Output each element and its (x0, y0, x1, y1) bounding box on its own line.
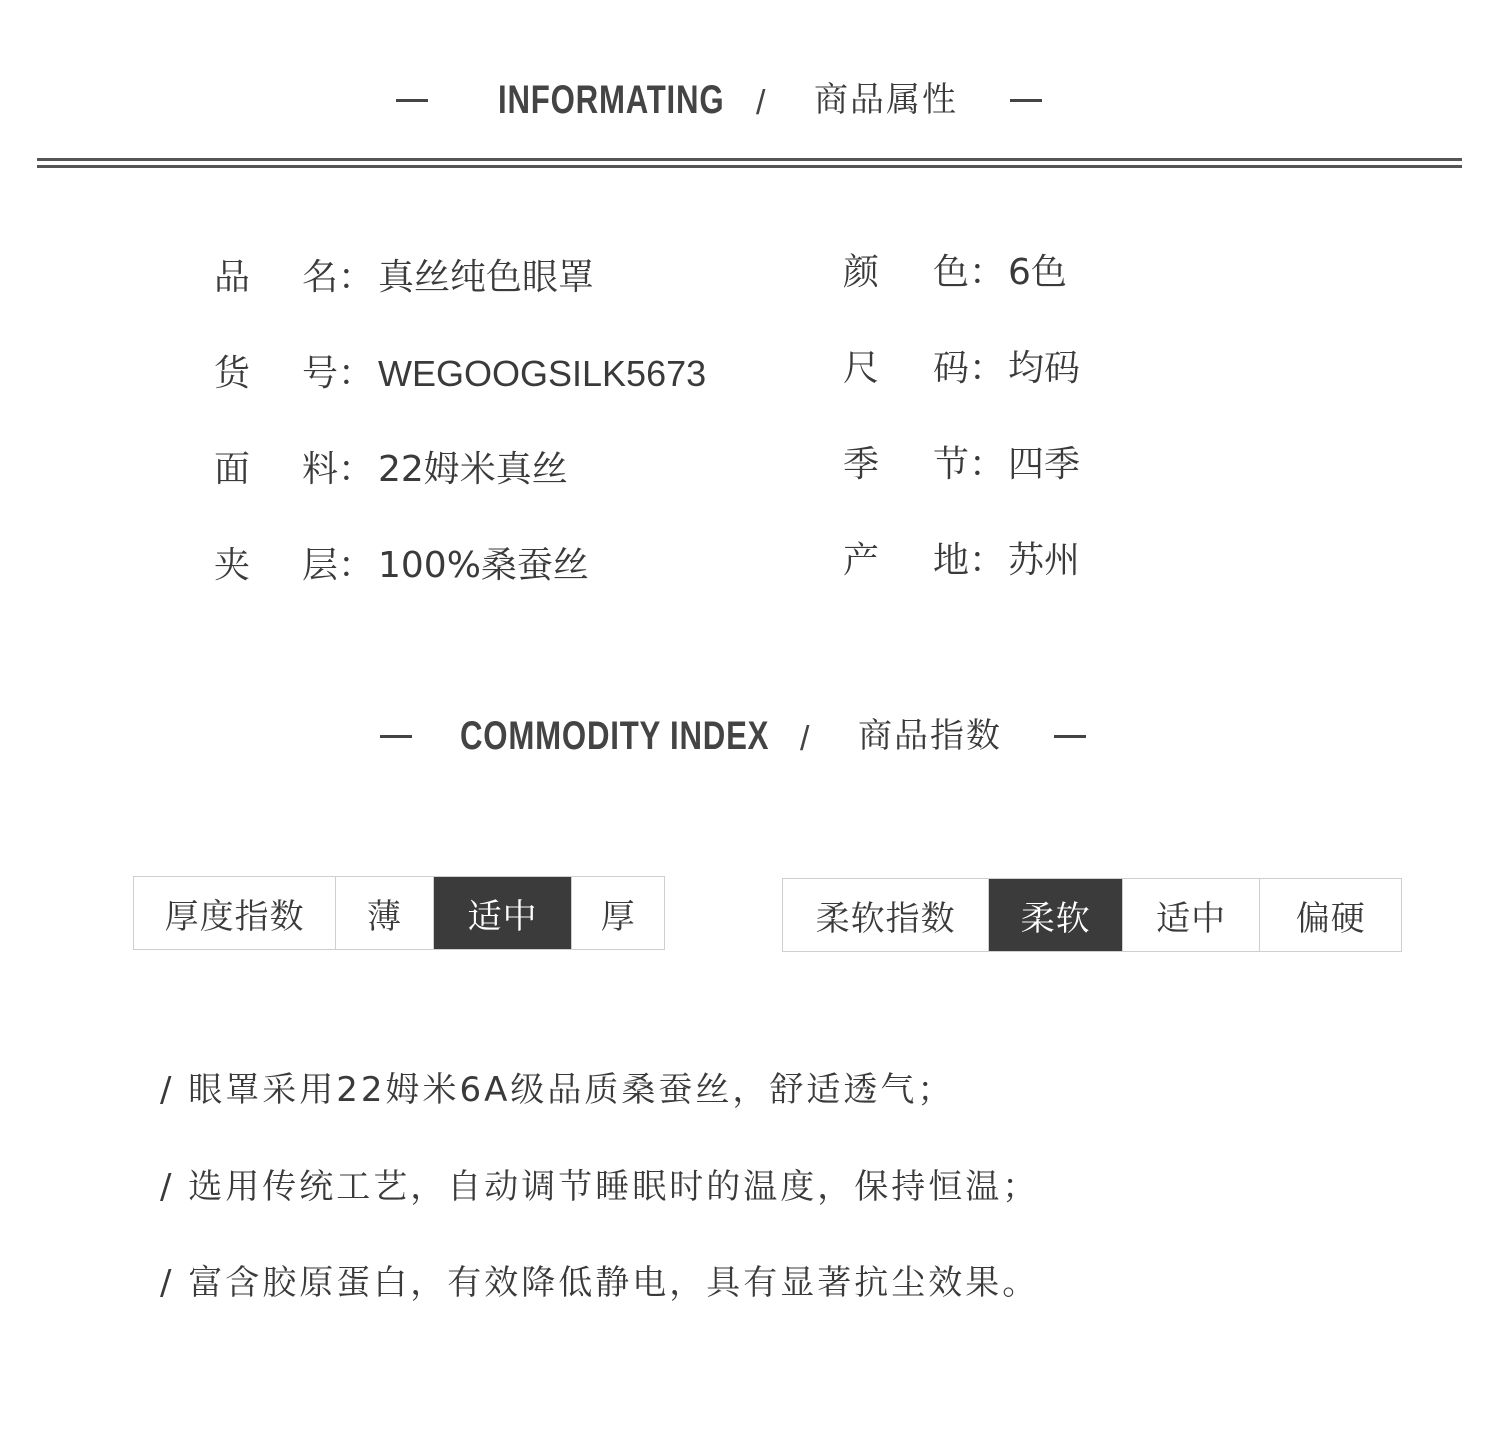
feature-line-1: / 眼罩采用22姆米6A级品质桑蚕丝，舒适透气； (160, 1070, 955, 1110)
divider-line-top (37, 158, 1462, 161)
title-separator: / (756, 84, 766, 122)
thickness-option-thick: 厚 (571, 877, 664, 949)
left-dash (396, 99, 428, 102)
right-dash-2 (1054, 735, 1086, 738)
section-title-cn: 商品属性 (814, 80, 958, 120)
thickness-index-bar (133, 876, 665, 950)
softness-option-soft: 柔软 (988, 879, 1122, 951)
thickness-index-label: 厚度指数 (164, 896, 305, 937)
softness-index-bar (782, 878, 1402, 952)
softness-option-medium: 适中 (1122, 879, 1260, 951)
section-title-en: INFORMATING (498, 78, 725, 122)
feature-line-2: / 选用传统工艺，自动调节睡眠时的温度，保持恒温； (160, 1167, 1040, 1207)
section2-title-en: COMMODITY INDEX (460, 714, 770, 758)
thickness-option-medium: 适中 (433, 877, 571, 949)
divider-line-bottom (37, 165, 1462, 168)
section2-title-cn: 商品指数 (858, 716, 1002, 756)
title-separator-2: / (800, 720, 810, 758)
softness-index-label: 柔软指数 (815, 898, 956, 939)
right-dash (1010, 99, 1042, 102)
thickness-option-thin: 薄 (335, 877, 433, 949)
left-dash-2 (380, 735, 412, 738)
feature-line-3: / 富含胶原蛋白，有效降低静电，具有显著抗尘效果。 (160, 1263, 1040, 1303)
softness-option-firm: 偏硬 (1259, 879, 1401, 951)
